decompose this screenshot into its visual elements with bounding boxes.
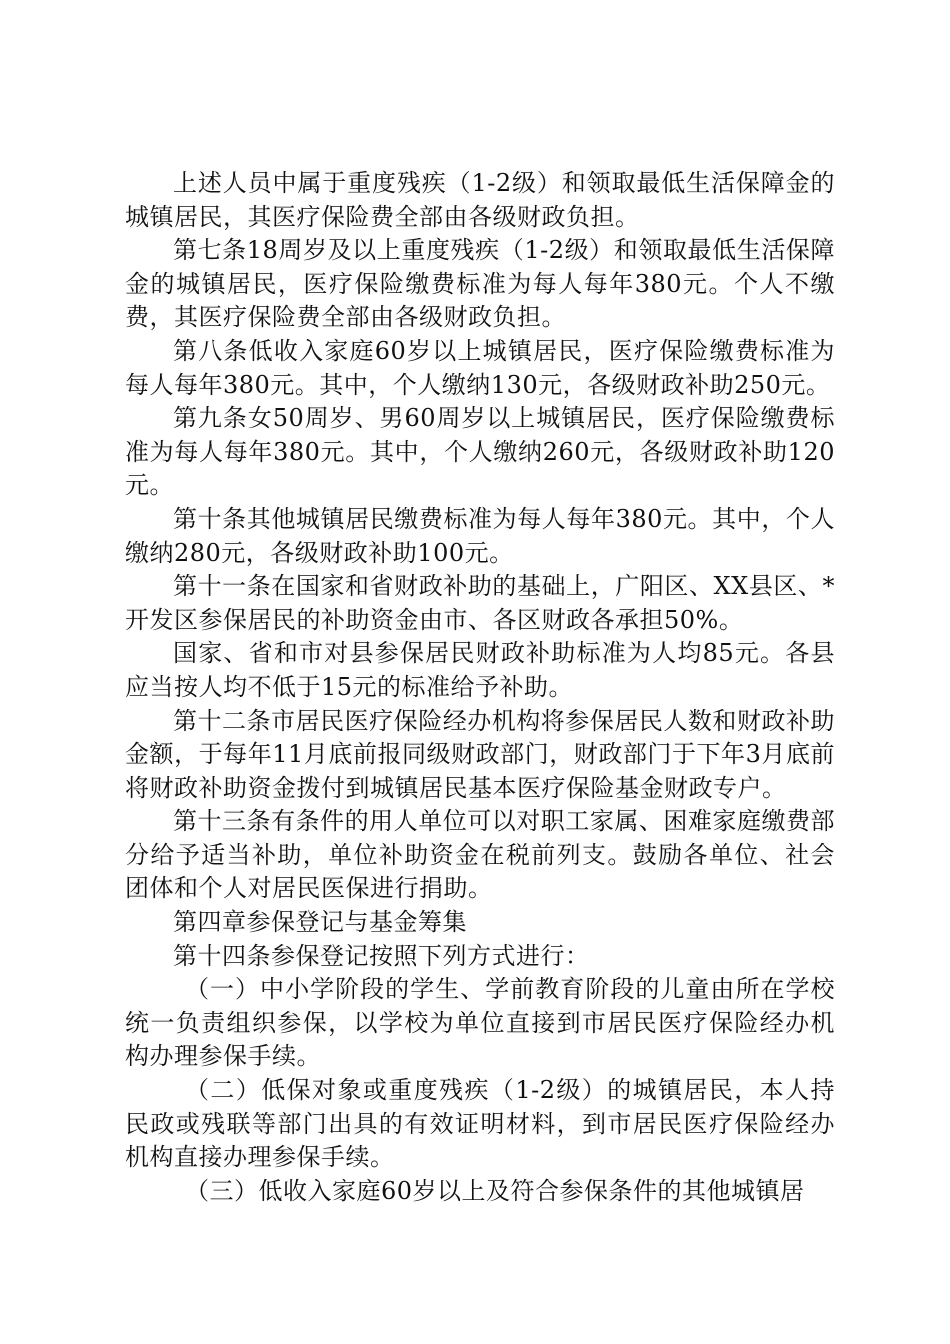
list-item-1: （一）中小学阶段的学生、学前教育阶段的儿童由所在学校统一负责组织参保，以学校为单位直接到市居民医疗保险经办机构办理参保手续。 [125, 975, 835, 1071]
paragraph-article-11: 第十一条在国家和省财政补助的基础上，广阳区、XX县区、*开发区参保居民的补助资金由市、各区财政各承担50%。 [125, 572, 835, 634]
list-item-3: （三）低收入家庭60岁以上及符合参保条件的其他城镇居 [185, 1176, 805, 1205]
chapter-heading: 第四章参保登记与基金筹集 [173, 908, 467, 937]
paragraph-disabled-lowincome-funding: 上述人员中属于重度残疾（1-2级）和领取最低生活保障金的城镇居民，其医疗保险费全部由各级财政负担。 [125, 169, 835, 231]
paragraph-article-14: 第十四条参保登记按照下列方式进行： [173, 941, 590, 970]
paragraph-article-10: 第十条其他城镇居民缴费标准为每人每年380元。其中，个人缴纳280元，各级财政补助100元。 [125, 504, 835, 567]
list-item-2: （二）低保对象或重度残疾（1-2级）的城镇居民，本人持民政或残联等部门出具的有效证明材料，到市居民医疗保险经办机构直接办理参保手续。 [125, 1076, 835, 1172]
paragraph-article-9: 第九条女50周岁、男60周岁以上城镇居民，医疗保险缴费标准为每人每年380元。其中，个人缴纳260元，各级财政补助120元。 [125, 404, 835, 500]
paragraph-article-8: 第八条低收入家庭60岁以上城镇居民，医疗保险缴费标准为每人每年380元。其中，个人缴纳130元，各级财政补助250元。 [125, 336, 835, 399]
paragraph-county-subsidy: 国家、省和市对县参保居民财政补助标准为人均85元。各县应当按人均不低于15元的标准给予补助。 [125, 639, 835, 701]
document-body [125, 167, 835, 1208]
paragraph-article-13: 第十三条有条件的用人单位可以对职工家属、困难家庭缴费部分给予适当补助，单位补助资金在税前列支。鼓励各单位、社会团体和个人对居民医保进行捐助。 [125, 807, 835, 903]
paragraph-article-12: 第十二条市居民医疗保险经办机构将参保居民人数和财政补助金额，于每年11月底前报同级财政部门，财政部门于下年3月底前将财政补助资金拨付到城镇居民基本医疗保险基金财政专户。 [125, 706, 835, 802]
paragraph-article-7: 第七条18周岁及以上重度残疾（1-2级）和领取最低生活保障金的城镇居民，医疗保险缴费标准为每人每年380元。个人不缴费，其医疗保险费全部由各级财政负担。 [125, 236, 835, 332]
